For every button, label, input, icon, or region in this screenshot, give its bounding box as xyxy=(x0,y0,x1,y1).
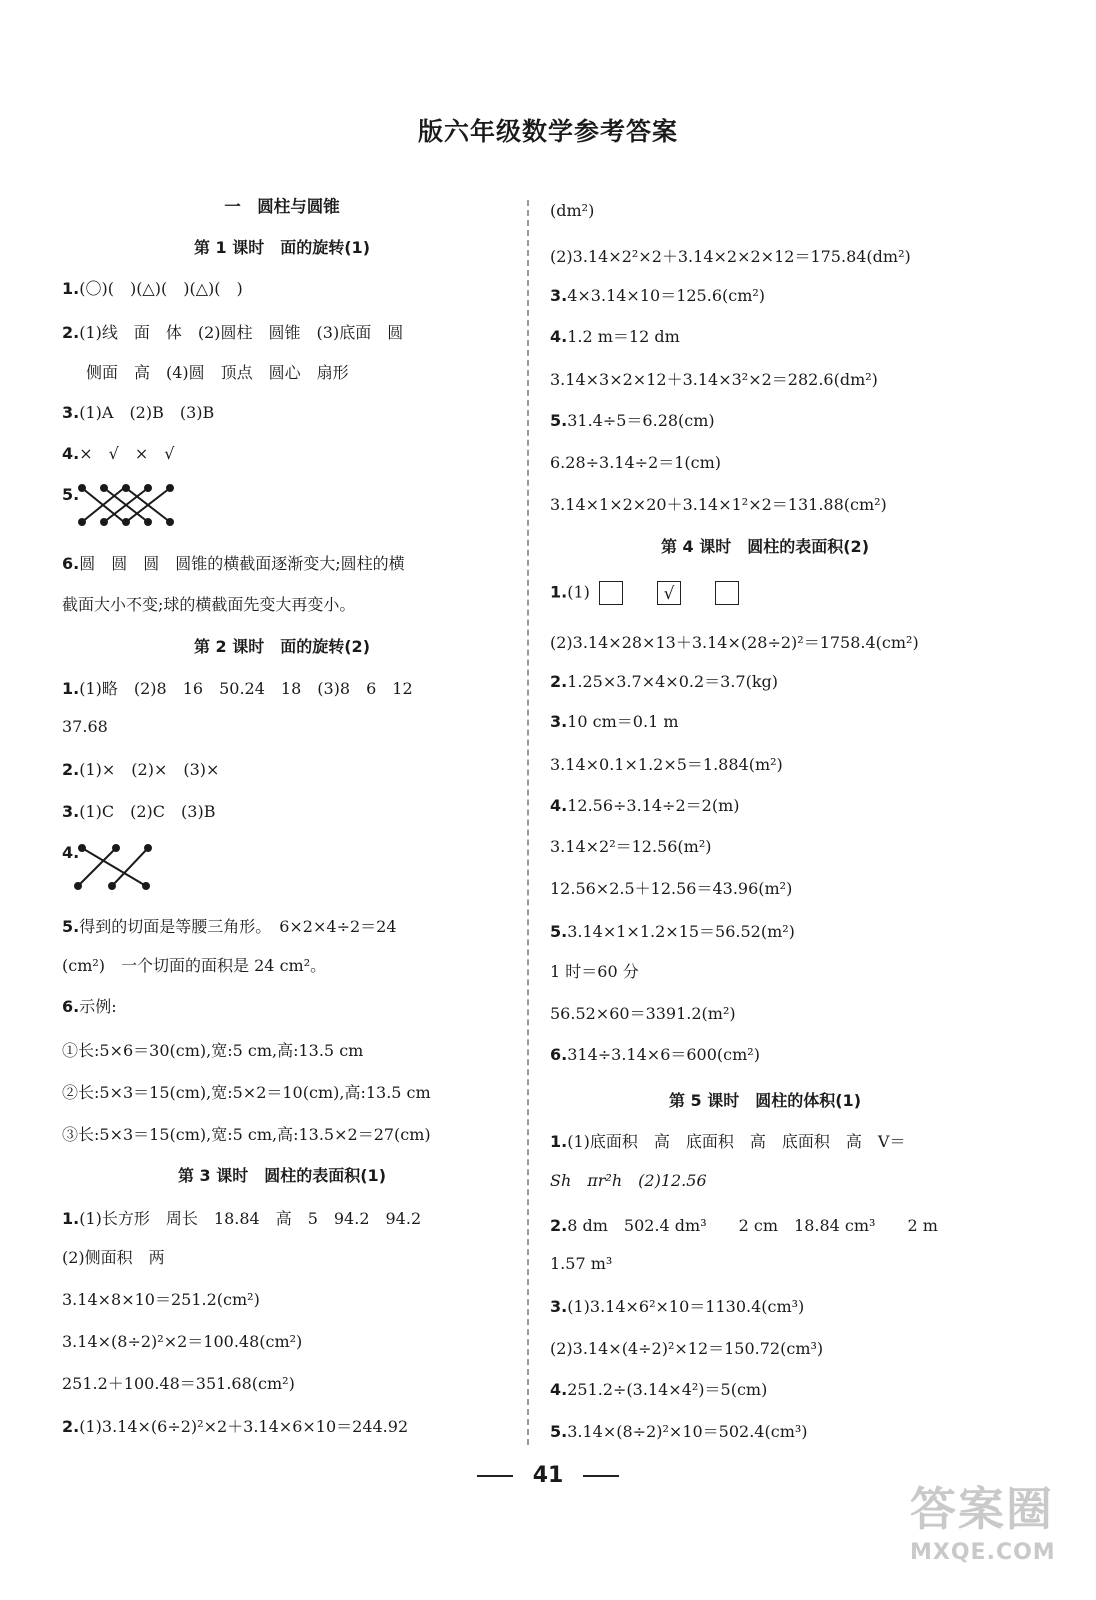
answer-text: 12.56÷3.14÷2＝2(m) xyxy=(567,796,740,815)
question-number: 6. xyxy=(62,554,80,573)
question-number: 2. xyxy=(62,323,80,342)
question-number: 2. xyxy=(550,1216,568,1235)
answer-text: 8 dm 502.4 dm³ 2 cm 18.84 cm³ 2 m xyxy=(567,1216,938,1235)
page-title: 版六年级数学参考答案 xyxy=(417,117,678,146)
answer-line: 侧面 高 (4)圆 顶点 圆心 扇形 xyxy=(86,363,349,382)
answer-line xyxy=(62,443,174,465)
answer-line xyxy=(550,1215,938,1237)
lesson-heading: 第 3 课时 圆柱的表面积(1) xyxy=(177,1166,387,1185)
answer-line xyxy=(550,711,679,733)
answer-line: 37.68 xyxy=(62,717,108,736)
answer-line xyxy=(550,1044,760,1066)
answer-line xyxy=(62,278,243,300)
answer-line xyxy=(550,671,778,693)
question-number: 4. xyxy=(550,327,568,346)
answer-text: (1)A (2)B (3)B xyxy=(79,403,215,422)
answer-line: (2)3.14×(4÷2)²×12＝150.72(cm³) xyxy=(550,1339,824,1358)
answer-text: (1)线 面 体 (2)圆柱 圆锥 (3)底面 圆 xyxy=(79,323,404,342)
question-number: 1. xyxy=(62,1209,80,1228)
answer-line xyxy=(62,759,219,781)
lesson-heading: 第 1 课时 面的旋转(1) xyxy=(193,238,371,257)
answer-line xyxy=(62,678,413,700)
answer-checkbox: √ xyxy=(657,581,681,605)
answer-text: 圆 圆 圆 圆锥的横截面逐渐变大;圆柱的横 xyxy=(79,554,405,573)
answer-line xyxy=(62,484,79,506)
watermark xyxy=(910,1482,1088,1594)
answer-line: 1 时＝60 分 xyxy=(550,962,639,981)
answer-text: 示例: xyxy=(79,997,117,1016)
answer-line xyxy=(550,1421,808,1443)
question-number: 5. xyxy=(550,1422,568,1441)
question-number: 4. xyxy=(550,1380,568,1399)
answer-text: (1)略 (2)8 16 50.24 18 (3)8 6 12 xyxy=(79,679,413,698)
answer-text: 3.14×1×1.2×15＝56.52(m²) xyxy=(567,922,795,941)
answer-text: 31.4÷5＝6.28(cm) xyxy=(567,411,715,430)
answer-line: 3.14×0.1×1.2×5＝1.884(m²) xyxy=(550,755,783,774)
answer-line: 3.14×(8÷2)²×2＝100.48(cm²) xyxy=(62,1332,303,1351)
question-number: 5. xyxy=(62,485,80,504)
answer-text: 251.2÷(3.14×4²)＝5(cm) xyxy=(567,1380,768,1399)
lesson-heading: 第 5 课时 圆柱的体积(1) xyxy=(668,1091,862,1110)
answer-line xyxy=(550,581,773,605)
answer-line xyxy=(550,1131,905,1153)
answer-line: 截面大小不变;球的横截面先变大再变小。 xyxy=(62,595,356,614)
answer-text: × √ × √ xyxy=(79,444,175,463)
answer-text: (1)3.14×(6÷2)²×2＋3.14×6×10＝244.92 xyxy=(79,1417,409,1436)
answer-text: 314÷3.14×6＝600(cm²) xyxy=(567,1045,760,1064)
page-number-dash xyxy=(477,1475,513,1477)
answer-line xyxy=(550,410,715,432)
answer-line xyxy=(62,801,215,823)
question-number: 1. xyxy=(62,679,80,698)
answer-line: 1.57 m³ xyxy=(550,1254,613,1273)
page-number-value: 41 xyxy=(532,1463,564,1488)
question-number: 6. xyxy=(550,1045,568,1064)
lesson-heading: 第 2 课时 面的旋转(2) xyxy=(193,637,371,656)
question-number: 5. xyxy=(550,411,568,430)
question-number: 6. xyxy=(62,997,80,1016)
answer-text: (1)× (2)× (3)× xyxy=(79,760,220,779)
answer-text: 10 cm＝0.1 m xyxy=(567,712,679,731)
answer-line: 56.52×60＝3391.2(m²) xyxy=(550,1004,736,1023)
answer-text: (〇)( )(△)( )(△)( ) xyxy=(79,279,243,298)
question-number: 1. xyxy=(550,582,568,602)
answer-line: 6.28÷3.14÷2＝1(cm) xyxy=(550,453,722,472)
answer-line: (dm²) xyxy=(550,201,595,220)
answer-line xyxy=(62,402,214,424)
answer-line: 3.14×3×2×12＋3.14×3²×2＝282.6(dm²) xyxy=(550,370,878,389)
question-number: 1. xyxy=(550,1132,568,1151)
answer-text: 1.25×3.7×4×0.2＝3.7(kg) xyxy=(567,672,779,691)
answer-line xyxy=(62,916,397,938)
answer-line: 251.2＋100.48＝351.68(cm²) xyxy=(62,1374,295,1393)
answer-line: (2)3.14×2²×2＋3.14×2×2×12＝175.84(dm²) xyxy=(550,247,911,266)
lesson-heading: 第 4 课时 圆柱的表面积(2) xyxy=(660,537,870,556)
page-number-dash xyxy=(583,1475,619,1477)
unit-heading: 一 圆柱与圆锥 xyxy=(224,197,340,216)
answer-checkbox xyxy=(599,581,623,605)
answer-text: 1.2 m＝12 dm xyxy=(567,327,680,346)
answer-checkbox xyxy=(715,581,739,605)
question-number: 2. xyxy=(550,672,568,691)
answer-text: 得到的切面是等腰三角形。 6×2×4÷2＝24 xyxy=(79,917,397,936)
watermark-logo: 答案圈 xyxy=(910,1482,1054,1536)
answer-text: (1)C (2)C (3)B xyxy=(79,802,216,821)
answer-line: 3.14×2²＝12.56(m²) xyxy=(550,837,712,856)
matching-diagram xyxy=(72,840,168,892)
question-number: 4. xyxy=(62,444,80,463)
answer-line: 3.14×1×2×20＋3.14×1²×2＝131.88(cm²) xyxy=(550,495,887,514)
answer-text: (1)底面积 高 底面积 高 底面积 高 V＝ xyxy=(567,1132,906,1151)
answer-line: 3.14×8×10＝251.2(cm²) xyxy=(62,1290,260,1309)
answer-line: (2)3.14×28×13＋3.14×(28÷2)²＝1758.4(cm²) xyxy=(550,633,919,652)
answer-line: ②长:5×3＝15(cm),宽:5×2＝10(cm),高:13.5 cm xyxy=(62,1083,431,1102)
question-number: 2. xyxy=(62,1417,80,1436)
answer-line xyxy=(62,1416,408,1438)
answer-line: Sh πr²h (2)12.56 xyxy=(550,1171,707,1190)
question-number: 3. xyxy=(550,286,568,305)
question-number: 5. xyxy=(550,922,568,941)
answer-line xyxy=(550,326,680,348)
question-number: 1. xyxy=(62,279,80,298)
matching-diagram xyxy=(78,482,178,528)
answer-line: ①长:5×6＝30(cm),宽:5 cm,高:13.5 cm xyxy=(62,1041,364,1060)
answer-text: 4×3.14×10＝125.6(cm²) xyxy=(567,286,766,305)
question-number: 3. xyxy=(62,403,80,422)
watermark-site: MXQE.COM xyxy=(910,1540,1056,1565)
answer-line: (2)侧面积 两 xyxy=(62,1248,165,1267)
answer-line xyxy=(550,1296,804,1318)
answer-text: 3.14×(8÷2)²×10＝502.4(cm³) xyxy=(567,1422,808,1441)
answer-line xyxy=(550,795,739,817)
answer-line xyxy=(550,1379,767,1401)
question-number: 3. xyxy=(550,1297,568,1316)
answer-line xyxy=(62,1208,421,1230)
answer-line xyxy=(62,553,405,575)
answer-line: (cm²) 一个切面的面积是 24 cm²。 xyxy=(62,956,327,975)
answer-text: (1) xyxy=(567,582,590,602)
answer-text: (1)长方形 周长 18.84 高 5 94.2 94.2 xyxy=(79,1209,422,1228)
answer-line xyxy=(550,921,795,943)
answer-line xyxy=(550,285,765,307)
question-number: 3. xyxy=(62,802,80,821)
question-number: 4. xyxy=(62,843,80,862)
question-number: 2. xyxy=(62,760,80,779)
question-number: 3. xyxy=(550,712,568,731)
answer-line: ③长:5×3＝15(cm),宽:5 cm,高:13.5×2＝27(cm) xyxy=(62,1125,431,1144)
column-divider xyxy=(527,200,529,1445)
answer-line xyxy=(62,322,403,344)
answer-text: (1)3.14×6²×10＝1130.4(cm³) xyxy=(567,1297,805,1316)
answer-line xyxy=(62,996,117,1018)
question-number: 5. xyxy=(62,917,80,936)
answer-line: 12.56×2.5＋12.56＝43.96(m²) xyxy=(550,879,793,898)
question-number: 4. xyxy=(550,796,568,815)
